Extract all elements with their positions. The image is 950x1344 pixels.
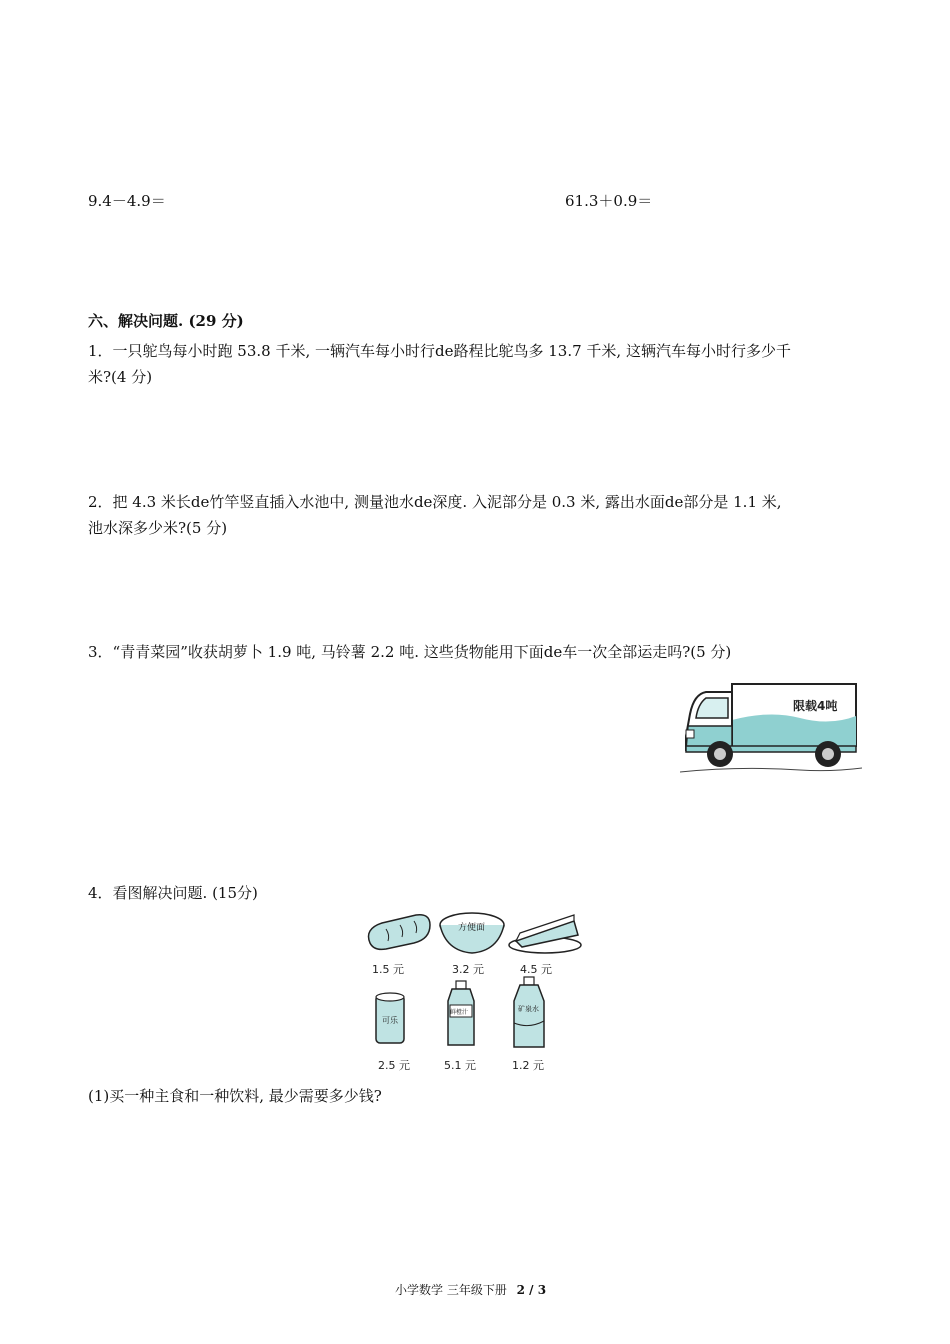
svg-text:矿泉水: 矿泉水 <box>518 1005 539 1013</box>
equation-2: 61.3＋0.9＝ <box>565 192 653 210</box>
svg-text:鲜橙汁: 鲜橙汁 <box>450 1009 469 1016</box>
truck-illustration <box>680 670 862 780</box>
question-1-line-2: 米?(4 分) <box>88 368 153 386</box>
item-price-4: 2.5 元 <box>378 1059 410 1072</box>
item-price-1: 1.5 元 <box>372 963 404 976</box>
footer-subject: 小学数学 三年级下册 <box>395 1283 507 1297</box>
section-heading: 六、解决问题. (29 分) <box>88 312 244 330</box>
cola-can-icon <box>376 993 404 1043</box>
footer-page-number: 2 / 3 <box>516 1283 547 1297</box>
item-price-5: 5.1 元 <box>444 1059 476 1072</box>
orange-juice-bottle-icon <box>448 981 474 1045</box>
question-2-line-1: 2．把 4.3 米长de竹竿竖直插入水池中, 测量池水de深度. 入泥部分是 0.3 米, 露出水面de部分是 1.1 米, <box>88 493 782 511</box>
svg-text:方便面: 方便面 <box>458 923 486 933</box>
question-3-line-1: 3．“青青菜园”收获胡萝卜 1.9 吨, 马铃薯 2.2 吨. 这些货物能用下面de车一次全部运走吗?(5 分) <box>88 643 732 661</box>
mineral-water-bottle-icon <box>514 977 544 1047</box>
item-price-2: 3.2 元 <box>452 963 484 976</box>
question-2-line-2: 池水深多少米?(5 分) <box>88 519 228 537</box>
item-price-6: 1.2 元 <box>512 1059 544 1072</box>
truck-load-limit-label: 限载4吨 <box>793 699 838 713</box>
price-picture <box>360 905 586 1077</box>
question-4-heading: 4．看图解决问题. (15分) <box>88 884 258 902</box>
question-4-sub-1: (1)买一种主食和一种饮料, 最少需要多少钱? <box>88 1087 382 1105</box>
equation-1: 9.4－4.9＝ <box>88 192 166 210</box>
footer <box>395 1281 546 1298</box>
question-1-line-1: 1．一只鸵鸟每小时跑 53.8 千米, 一辆汽车每小时行de路程比鸵鸟多 13.7 千米, 这辆汽车每小时行多少千 <box>88 342 791 360</box>
svg-text:可乐: 可乐 <box>382 1016 398 1025</box>
item-price-3: 4.5 元 <box>520 963 552 976</box>
